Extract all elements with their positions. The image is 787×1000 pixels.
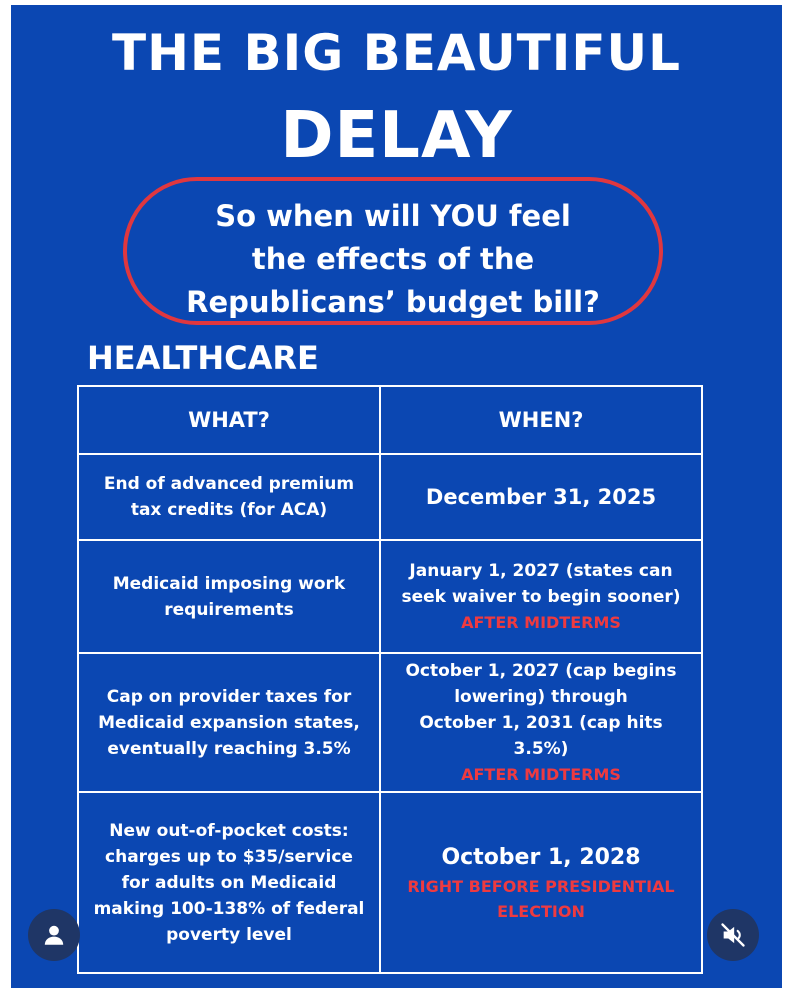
cell-line: tax credits (for ACA) <box>130 500 328 520</box>
after-midterms-note: AFTER MIDTERMS <box>461 613 621 632</box>
table-row-1-when <box>381 455 701 539</box>
cell-line: End of advanced premium <box>103 474 355 494</box>
profile-button[interactable] <box>28 909 80 961</box>
timeline-table <box>77 385 703 974</box>
question-line: So when will YOU feel <box>215 199 571 233</box>
poster-title-line-1: THE BIG BEAUTIFUL <box>111 24 682 82</box>
table-row-2-what <box>79 541 379 652</box>
table-row-3-what <box>79 654 379 791</box>
cell-line: December 31, 2025 <box>425 485 657 509</box>
table-row-2-when <box>381 541 701 652</box>
mute-toggle-button[interactable] <box>707 909 759 961</box>
cell-line: October 1, 2031 (cap hits 3.5%) <box>419 713 663 759</box>
table-row-4-when <box>381 793 701 972</box>
cell-line: for adults on Medicaid <box>121 872 337 893</box>
section-heading: HEALTHCARE <box>87 339 319 377</box>
cell-line: lowering) through <box>454 687 628 707</box>
cell-line: October 1, 2028 <box>441 844 641 870</box>
poster-image <box>11 5 782 988</box>
header-when: WHEN? <box>498 408 584 432</box>
question-line: the effects of the <box>251 242 535 276</box>
user-icon <box>41 922 67 948</box>
question-pill <box>123 177 663 325</box>
header-what: WHAT? <box>188 408 270 432</box>
speaker-muted-icon <box>719 921 747 949</box>
cell-line: requirements <box>164 599 294 620</box>
table-row-1-what <box>79 455 379 539</box>
cell-line: Cap on provider taxes for <box>106 686 352 707</box>
after-midterms-note: AFTER MIDTERMS <box>461 765 621 784</box>
cell-line: Medicaid expansion states, <box>98 712 360 733</box>
cell-line: January 1, 2027 (states can <box>409 561 673 581</box>
cell-line: October 1, 2027 (cap begins <box>405 661 677 681</box>
poster-title-line-2: DELAY <box>280 99 513 173</box>
cell-line: New out-of-pocket costs: <box>109 820 349 841</box>
table-row-3-when <box>381 654 701 791</box>
table-row-4-what <box>79 793 379 972</box>
cell-line: poverty level <box>166 924 292 945</box>
question-line: Republicans’ budget bill? <box>186 285 600 319</box>
election-note: ELECTION <box>497 901 585 921</box>
question-text <box>127 195 659 324</box>
election-note: RIGHT BEFORE PRESIDENTIAL <box>407 876 675 896</box>
cell-line: seek waiver to begin sooner) <box>401 587 681 607</box>
cell-line: eventually reaching 3.5% <box>107 738 351 759</box>
cell-line: Medicaid imposing work <box>112 573 346 594</box>
cell-line: charges up to $35/service <box>105 846 353 867</box>
cell-line: making 100-138% of federal <box>93 898 365 919</box>
